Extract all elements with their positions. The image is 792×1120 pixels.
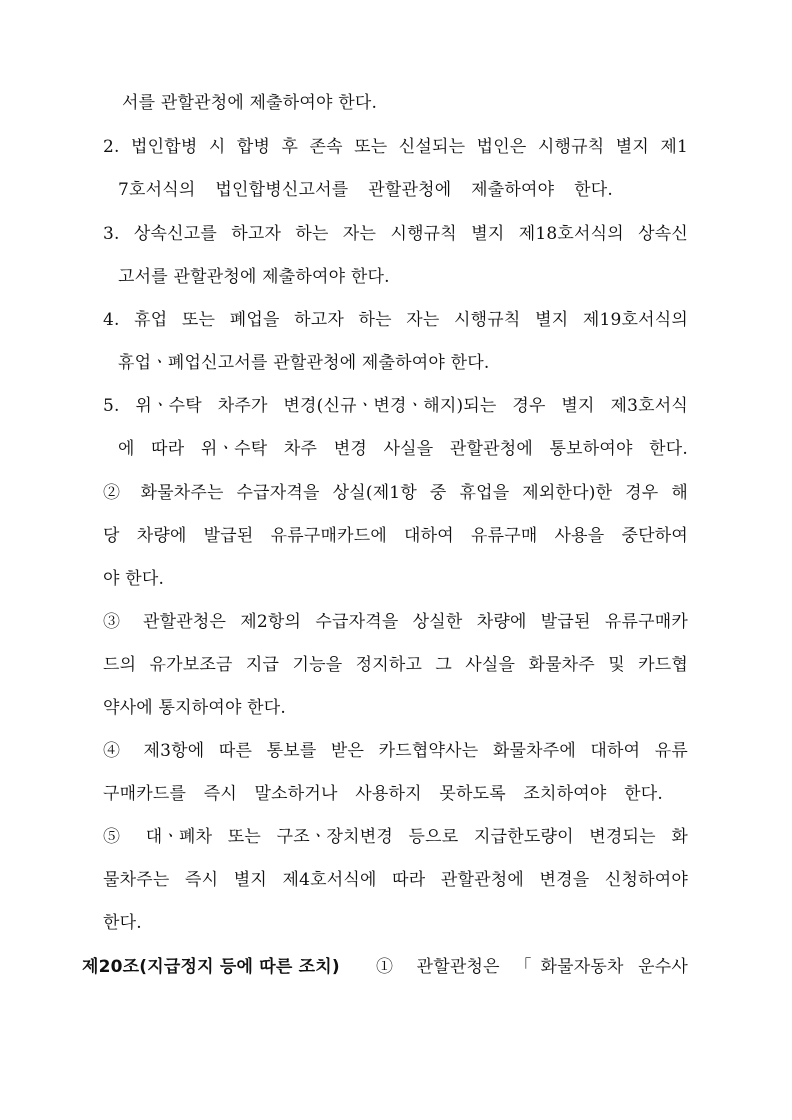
text-line: 휴업ㆍ폐업신고서를 관할관청에 제출하여야 한다.	[118, 353, 490, 373]
text-line: 3. 상속신고를 하고자 하는 자는 시행규칙 별지 제18호서식의 상속신	[103, 224, 688, 244]
text-line: 4. 휴업 또는 폐업을 하고자 하는 자는 시행규칙 별지 제19호서식의	[103, 310, 688, 330]
article-20-line	[82, 957, 688, 977]
text-line: 드의 유가보조금 지급 기능을 정지하고 그 사실을 화물차주 및 카드협	[103, 655, 688, 675]
text-line: 한다.	[103, 913, 142, 933]
text-line: 물차주는 즉시 별지 제4호서식에 따라 관할관청에 변경을 신청하여야	[103, 870, 688, 890]
text-line: 고서를 관할관청에 제출하여야 한다.	[118, 267, 390, 287]
text-line: 서를 관할관청에 제출하여야 한다.	[122, 93, 378, 113]
text-line: 당 차량에 발급된 유류구매카드에 대하여 유류구매 사용을 중단하여	[103, 526, 688, 546]
text-line: ⑤ 대ㆍ폐차 또는 구조ㆍ장치변경 등으로 지급한도량이 변경되는 화	[103, 827, 688, 847]
text-line: 5. 위ㆍ수탁 차주가 변경(신규ㆍ변경ㆍ해지)되는 경우 별지 제3호서식	[103, 396, 688, 416]
text-line: 2. 법인합병 시 합병 후 존속 또는 신설되는 법인은 시행규칙 별지 제1	[103, 137, 688, 157]
article-heading: 제20조(지급정지 등에 따른 조치)	[82, 957, 340, 977]
text-line: ② 화물차주는 수급자격을 상실(제1항 중 휴업을 제외한다)한 경우 해	[103, 483, 688, 503]
text-line: 야 한다.	[103, 569, 165, 589]
text-line: ③ 관할관청은 제2항의 수급자격을 상실한 차량에 발급된 유류구매카	[103, 612, 688, 632]
text-line: 구매카드를 즉시 말소하거나 사용하지 못하도록 조치하여야 한다.	[103, 784, 663, 804]
text-line: 7호서식의 법인합병신고서를 관할관청에 제출하여야 한다.	[118, 180, 613, 200]
text-line: 약사에 통지하여야 한다.	[103, 698, 287, 718]
text-line: 에 따라 위ㆍ수탁 차주 변경 사실을 관할관청에 통보하여야 한다.	[118, 439, 688, 459]
text-line: ④ 제3항에 따른 통보를 받은 카드협약사는 화물차주에 대하여 유류	[103, 741, 688, 761]
article-text: ① 관할관청은 「화물자동차 운수사	[376, 957, 688, 977]
